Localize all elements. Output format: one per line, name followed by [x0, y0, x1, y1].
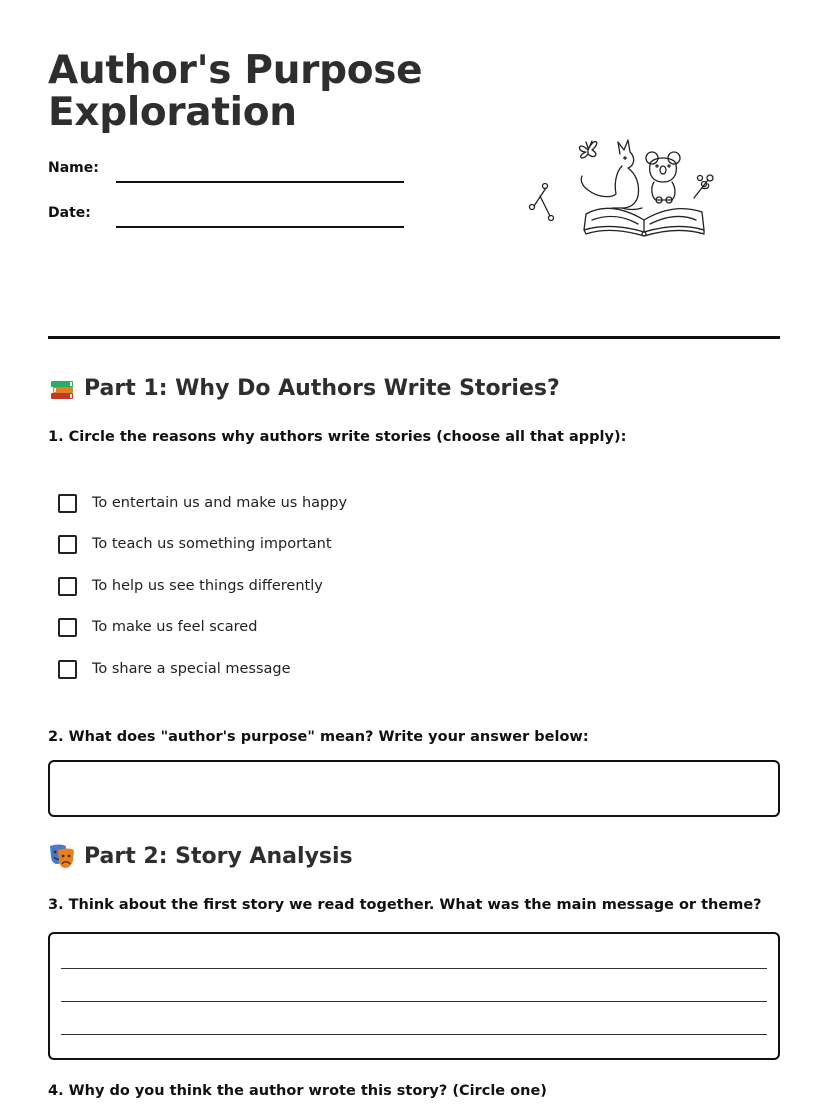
option-3-label: To help us see things differently: [92, 578, 323, 594]
question-3: 3. Think about the first story we read together. What was the main message or theme?: [48, 897, 762, 913]
flower-sprig-icon: [694, 175, 713, 198]
name-line[interactable]: [116, 181, 404, 183]
open-book-icon: [584, 208, 704, 236]
option-4-checkbox[interactable]: [58, 618, 77, 637]
option-5[interactable]: [58, 657, 291, 681]
butterfly-icon: [579, 141, 596, 158]
part2-heading: [48, 842, 353, 870]
question-4: 4. Why do you think the author wrote this story? (Circle one): [48, 1083, 547, 1099]
question-3-answer-box[interactable]: [48, 932, 780, 1060]
question-1: 1. Circle the reasons why authors write stories (choose all that apply):: [48, 429, 627, 445]
theater-masks-icon: [48, 842, 76, 870]
name-field[interactable]: [48, 160, 404, 184]
date-label: Date:: [48, 205, 91, 221]
kangaroo-koala-book-illustration: [524, 128, 720, 238]
option-2[interactable]: [58, 532, 332, 556]
part2-heading-text: Part 2: Story Analysis: [84, 843, 353, 869]
worksheet-title: Author's Purpose Exploration: [48, 48, 423, 135]
option-1[interactable]: [58, 491, 347, 515]
option-5-label: To share a special message: [92, 661, 291, 677]
date-line[interactable]: [116, 226, 404, 228]
option-1-label: To entertain us and make us happy: [92, 495, 348, 511]
answer-line: [61, 968, 767, 969]
bone-icon: [530, 184, 554, 221]
date-field[interactable]: [48, 205, 404, 229]
option-5-checkbox[interactable]: [58, 660, 77, 679]
question-2: 2. What does "author's purpose" mean? Write your answer below:: [48, 729, 589, 745]
option-1-checkbox[interactable]: [58, 494, 77, 513]
option-2-label: To teach us something important: [92, 536, 332, 552]
part1-heading-text: Part 1: Why Do Authors Write Stories?: [84, 375, 560, 401]
kangaroo-icon: [581, 140, 642, 210]
part1-heading: [48, 374, 560, 402]
section-divider: [48, 336, 780, 339]
option-3[interactable]: [58, 574, 323, 598]
books-icon: [48, 374, 76, 402]
question-2-answer-box[interactable]: [48, 760, 780, 817]
option-3-checkbox[interactable]: [58, 577, 77, 596]
option-4-label: To make us feel scared: [92, 619, 258, 635]
name-label: Name:: [48, 160, 99, 176]
option-2-checkbox[interactable]: [58, 535, 77, 554]
answer-line: [61, 1001, 767, 1002]
answer-line: [61, 1034, 767, 1035]
option-4[interactable]: [58, 615, 257, 639]
koala-icon: [646, 152, 680, 203]
